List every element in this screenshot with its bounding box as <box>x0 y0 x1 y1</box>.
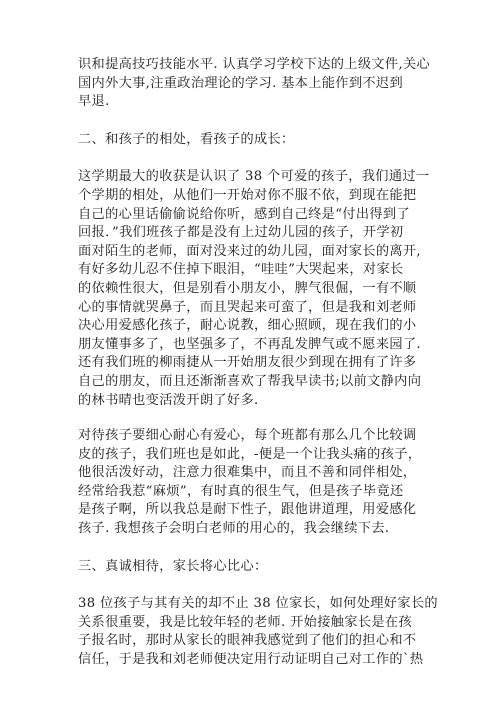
text-line: 心的事情就哭鼻子，而且哭起来可蛮了，但是我和刘老师 <box>78 299 417 315</box>
text-line: 皮的孩子，我们班也是如此，-便是一个让我头痛的孩子， <box>78 446 422 462</box>
text-line: 早退. <box>78 94 110 110</box>
text-line: 是孩子啊，所以我总是耐下性子，跟他讲道理，用爱感化 <box>78 502 417 518</box>
paragraph-gap <box>78 149 424 168</box>
text-line: 回报．”我们班孩子都是没有上过幼儿园的孩子，开学初 <box>78 225 404 241</box>
text-line: 自己的心里话偷偷说给你听，感到自己终是“付出得到了 <box>78 206 410 222</box>
text-line: 朋友懂事多了，也坚强多了，不再乱发脾气或不愿来园了. <box>78 336 421 352</box>
text-line: 的林书晴也变活泼开朗了好多. <box>78 392 259 408</box>
text-line: 决心用爱感化孩子，耐心说教，细心照顾，现在我们的小 <box>78 318 417 334</box>
paragraph-gap <box>78 112 424 131</box>
text-line: 还有我们班的柳雨捷从一开始朋友很少到现在拥有了许多 <box>78 355 417 371</box>
section-2-paragraph-1 <box>78 168 430 410</box>
text-line: 子报名时，那时从家长的眼神我感觉到了他们的担心和不 <box>78 633 417 649</box>
text-line: 面对陌生的老师，面对没来过的幼儿园，面对家长的离开, <box>78 243 421 259</box>
paragraph-gap <box>78 576 424 595</box>
section-2-heading: 二、和孩子的相处，看孩子的成长： <box>78 131 295 147</box>
section-3-heading: 三、真诚相待，家长将心比心： <box>78 558 268 574</box>
text-line: 他很活泼好动，注意力很难集中，而且不善和同伴相处， <box>78 465 417 481</box>
text-line: 对待孩子要细心耐心有爱心，每个班都有那么几个比较调 <box>78 428 417 444</box>
paragraph-gap <box>78 539 424 558</box>
text-line: 识和提高技巧技能水平. 认真学习学校下达的上级文件,关心 <box>78 57 431 72</box>
text-line: 孩子. 我想孩子会明白老师的用心的，我会继续下去. <box>78 521 390 537</box>
text-line: 个学期的相处，从他们一开始对你不服不依，到现在能把 <box>78 187 417 203</box>
text-line: 这学期最大的收获是认识了 38 个可爱的孩子，我们通过一 <box>78 169 430 185</box>
text-line: 自己的朋友，而且还渐渐喜欢了帮我早读书;以前文静内向 <box>78 373 422 389</box>
intro-paragraph <box>78 56 431 112</box>
text-line: 关系很重要，我是比较年轻的老师. 开始接触家长是在孩 <box>78 614 412 630</box>
text-line: 经常给我惹“麻烦”，有时真的很生气，但是孩子毕竟还 <box>78 483 404 499</box>
text-line: 38 位孩子与其有关的却不止 38 位家长，如何处理好家长的 <box>78 596 438 612</box>
text-line: 的依赖性很大，但是别看小朋友小，脾气很倔，一有不顺 <box>78 280 417 296</box>
document-page <box>78 56 438 670</box>
text-line: 有好多幼儿忍不住掉下眼泪，“哇哇”大哭起来，对家长 <box>78 262 404 278</box>
paragraph-gap <box>78 410 424 427</box>
section-3-paragraph-1 <box>78 595 438 669</box>
text-line: 国内外大事,注重政治理论的学习. 基本上能作到不迟到 <box>78 75 403 91</box>
section-2-paragraph-2 <box>78 427 424 539</box>
text-line: 信任，于是我和刘老师便决定用行动证明自己对工作的`热 <box>78 652 424 668</box>
